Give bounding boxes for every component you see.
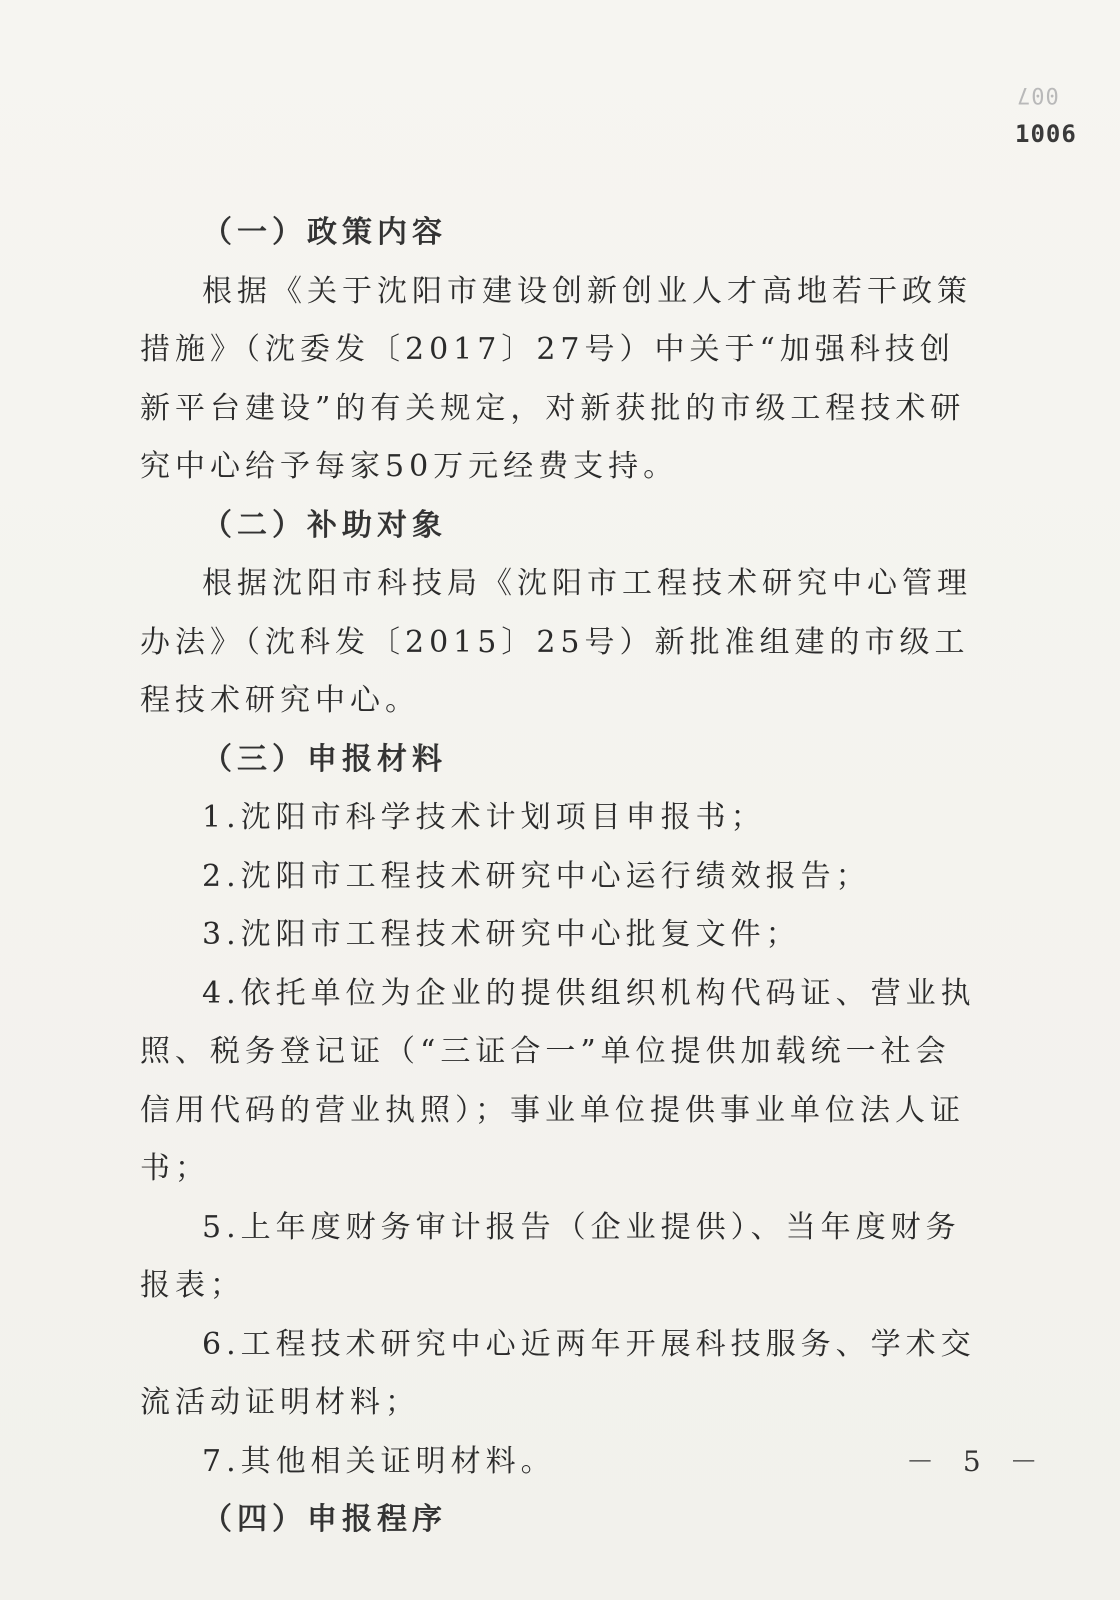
section-heading-materials: （三）申报材料 [202,741,447,777]
section-heading-policy: （一）政策内容 [202,215,447,250]
material-item-1: 1.沈阳市科学技术计划项目申报书； [202,800,766,835]
section-heading-target: （二）补助对象 [202,507,447,543]
faint-page-stamp: 007 [1016,82,1059,107]
section-heading-procedure: （四）申报程序 [202,1502,447,1537]
material-item-4: 4.依托单位为企业的提供组织机构代码证、营业执照、税务登记证（“三证合一”单位提供加载统一社会信用代码的营业执照）；事业单位提供事业单位法人证书； [140,975,976,1186]
material-item-5: 5.上年度财务审计报告（企业提供）、当年度财务报表； [140,1209,961,1303]
section-body-target: 根据沈阳市科技局《沈阳市工程技术研究中心管理办法》（沈科发〔2015〕25号）新批准组建的市级工程技术研究中心。 [140,566,972,718]
section-body-policy: 根据《关于沈阳市建设创新创业人才高地若干政策措施》（沈委发〔2017〕27号）中关于“加强科技创新平台建设”的有关规定，对新获批的市级工程技术研究中心给予每家50万元经费支持。 [140,273,972,484]
material-item-6: 6.工程技术研究中心近两年开展科技服务、学术交流活动证明材料； [140,1326,976,1420]
material-item-7: 7.其他相关证明材料。 [202,1443,556,1479]
page-number: － 5 － [906,1445,1048,1478]
material-item-3: 3.沈阳市工程技术研究中心批复文件； [202,917,801,952]
document-body [140,204,980,1550]
archive-number-stamp: 1006 [1015,120,1077,148]
material-item-2: 2.沈阳市工程技术研究中心运行绩效报告； [202,858,871,894]
